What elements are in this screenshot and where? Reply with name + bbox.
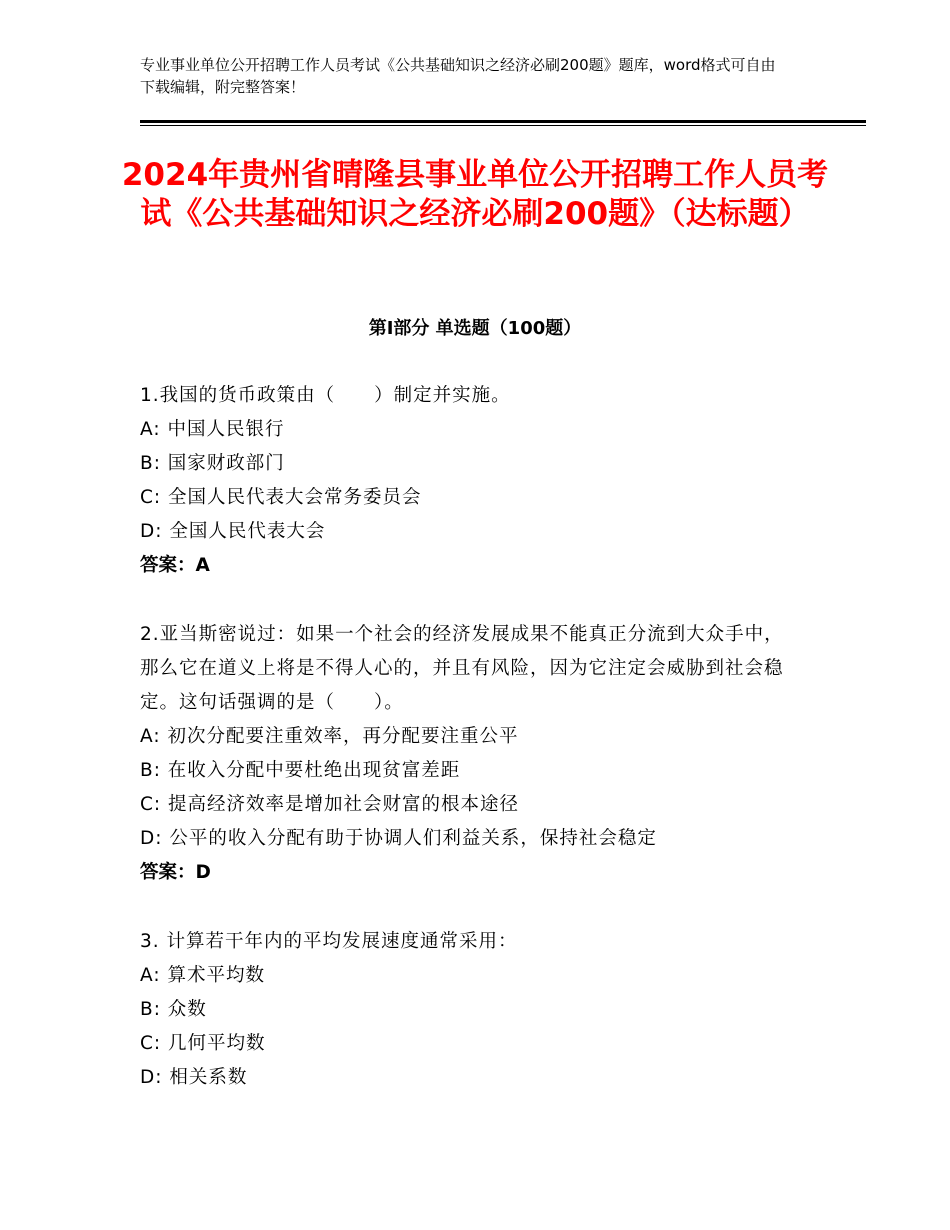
option-c: C: 提高经济效率是增加社会财富的根本途径: [140, 794, 520, 815]
header-divider-thick: [140, 120, 866, 123]
question-2: [140, 618, 800, 890]
question-stem: 1.我国的货币政策由（ ）制定并实施。: [140, 385, 511, 406]
option-b: B: 众数: [140, 999, 207, 1020]
question-1: [140, 379, 820, 583]
answer: 答案：A: [140, 555, 210, 576]
option-a: A: 中国人民银行: [140, 419, 285, 440]
option-a: A: 初次分配要注重效率，再分配要注重公平: [140, 726, 519, 747]
question-stem: 3. 计算若干年内的平均发展速度通常采用：: [140, 931, 518, 952]
header-divider-thin: [140, 125, 866, 126]
question-3: [140, 925, 820, 1095]
question-stem: 2.亚当斯密说过：如果一个社会的经济发展成果不能真正分流到大众手中，那么它在道义上将是不得人心的，并且有风险，因为它注定会威胁到社会稳定。这句话强调的是（ ）。: [140, 624, 784, 713]
option-a: A: 算术平均数: [140, 965, 265, 986]
option-b: B: 在收入分配中要杜绝出现贫富差距: [140, 760, 461, 781]
option-b: B: 国家财政部门: [140, 453, 285, 474]
option-d: D: 全国人民代表大会: [140, 521, 326, 542]
document-title: 2024年贵州省晴隆县事业单位公开招聘工作人员考试《公共基础知识之经济必刷200题》（达标题）: [121, 157, 829, 232]
option-d: D: 相关系数: [140, 1067, 248, 1088]
option-d: D: 公平的收入分配有助于协调人们利益关系，保持社会稳定: [140, 828, 657, 849]
header-note: 专业事业单位公开招聘工作人员考试《公共基础知识之经济必刷200题》题库，word格式可自由下载编辑，附完整答案！: [140, 56, 776, 96]
option-c: C: 全国人民代表大会常务委员会: [140, 487, 422, 508]
section-title: 第Ⅰ部分 单选题（100题）: [368, 318, 582, 339]
option-c: C: 几何平均数: [140, 1033, 266, 1054]
answer: 答案：D: [140, 862, 211, 883]
